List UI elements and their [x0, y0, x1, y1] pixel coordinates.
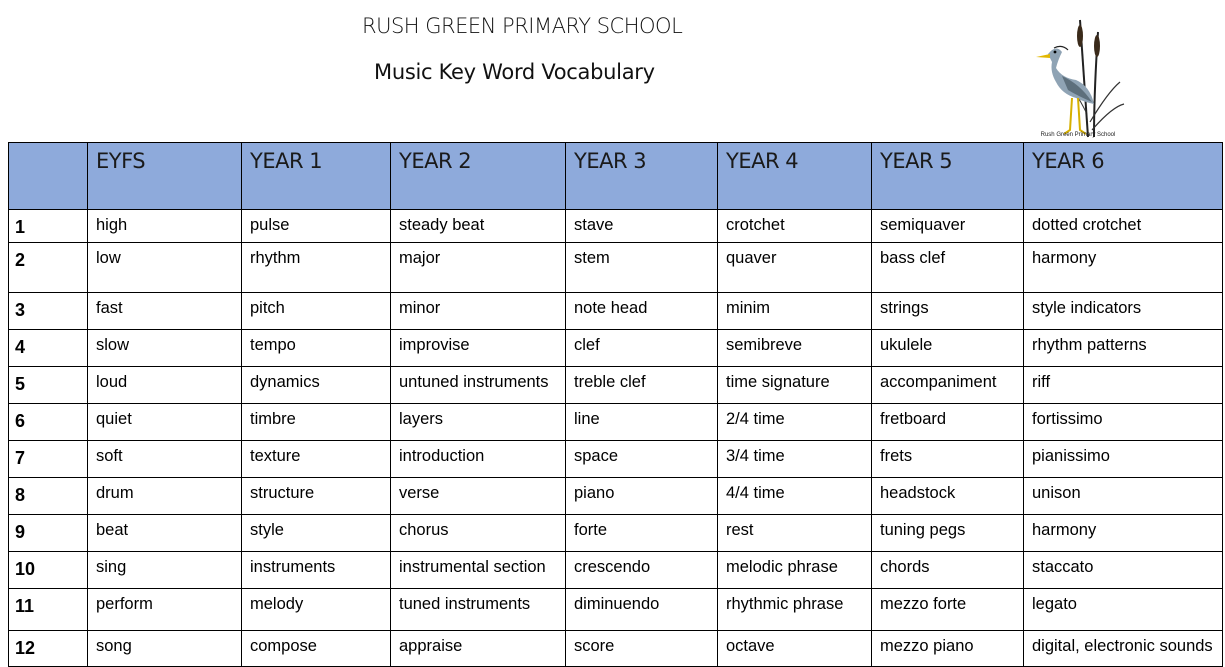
vocab-cell: chorus — [391, 515, 566, 552]
table-row — [9, 589, 1223, 631]
vocab-cell: compose — [242, 631, 391, 667]
vocab-cell: mezzo forte — [872, 589, 1024, 631]
row-number: 2 — [9, 243, 88, 293]
vocab-cell: harmony — [1024, 515, 1223, 552]
vocab-cell: octave — [718, 631, 872, 667]
table-row — [9, 367, 1223, 404]
vocab-cell: 4/4 time — [718, 478, 872, 515]
vocab-cell: slow — [88, 330, 242, 367]
school-name: RUSH GREEN PRIMARY SCHOOL — [362, 14, 683, 38]
vocab-cell: tuning pegs — [872, 515, 1024, 552]
vocab-cell: beat — [88, 515, 242, 552]
vocabulary-table — [8, 142, 1223, 667]
vocab-cell: accompaniment — [872, 367, 1024, 404]
vocab-cell: rhythmic phrase — [718, 589, 872, 631]
document-title: Music Key Word Vocabulary — [374, 60, 655, 84]
vocab-cell: crescendo — [566, 552, 718, 589]
vocab-cell: appraise — [391, 631, 566, 667]
vocab-cell: sing — [88, 552, 242, 589]
row-number: 11 — [9, 589, 88, 631]
vocab-cell: low — [88, 243, 242, 293]
vocab-cell: 3/4 time — [718, 441, 872, 478]
table-row — [9, 478, 1223, 515]
vocab-cell: dynamics — [242, 367, 391, 404]
vocab-cell: timbre — [242, 404, 391, 441]
vocab-cell: legato — [1024, 589, 1223, 631]
vocab-cell: headstock — [872, 478, 1024, 515]
row-number: 5 — [9, 367, 88, 404]
vocab-cell: melody — [242, 589, 391, 631]
vocab-cell: untuned instruments — [391, 367, 566, 404]
table-row — [9, 404, 1223, 441]
vocab-cell: style — [242, 515, 391, 552]
vocab-cell: instrumental section — [391, 552, 566, 589]
vocab-cell: soft — [88, 441, 242, 478]
vocab-cell: verse — [391, 478, 566, 515]
vocab-cell: drum — [88, 478, 242, 515]
vocab-cell: forte — [566, 515, 718, 552]
vocab-cell: pitch — [242, 293, 391, 330]
column-header-number — [9, 143, 88, 210]
vocab-cell: stave — [566, 210, 718, 243]
table-row — [9, 243, 1223, 293]
vocab-cell: chords — [872, 552, 1024, 589]
vocab-cell: major — [391, 243, 566, 293]
vocab-cell: melodic phrase — [718, 552, 872, 589]
row-number: 3 — [9, 293, 88, 330]
vocab-cell: 2/4 time — [718, 404, 872, 441]
row-number: 12 — [9, 631, 88, 667]
table-row — [9, 441, 1223, 478]
column-header-year-2: YEAR 2 — [391, 143, 566, 210]
table-row — [9, 210, 1223, 243]
vocab-cell: loud — [88, 367, 242, 404]
vocab-cell: fast — [88, 293, 242, 330]
vocab-cell: semibreve — [718, 330, 872, 367]
column-header-year-4: YEAR 4 — [718, 143, 872, 210]
vocab-cell: tempo — [242, 330, 391, 367]
vocab-cell: minor — [391, 293, 566, 330]
table-row — [9, 552, 1223, 589]
vocab-cell: texture — [242, 441, 391, 478]
vocab-cell: note head — [566, 293, 718, 330]
vocab-cell: rest — [718, 515, 872, 552]
vocab-cell: quiet — [88, 404, 242, 441]
column-header-year-1: YEAR 1 — [242, 143, 391, 210]
vocab-cell: fretboard — [872, 404, 1024, 441]
row-number: 1 — [9, 210, 88, 243]
row-number: 4 — [9, 330, 88, 367]
vocab-cell: instruments — [242, 552, 391, 589]
vocab-cell: line — [566, 404, 718, 441]
vocab-cell: pianissimo — [1024, 441, 1223, 478]
table-row — [9, 631, 1223, 667]
column-header-eyfs: EYFS — [88, 143, 242, 210]
vocab-cell: structure — [242, 478, 391, 515]
vocab-cell: improvise — [391, 330, 566, 367]
vocab-cell: ukulele — [872, 330, 1024, 367]
vocab-cell: bass clef — [872, 243, 1024, 293]
vocab-cell: perform — [88, 589, 242, 631]
vocab-cell: treble clef — [566, 367, 718, 404]
vocab-cell: riff — [1024, 367, 1223, 404]
vocab-cell: diminuendo — [566, 589, 718, 631]
vocab-cell: steady beat — [391, 210, 566, 243]
vocab-cell: style indicators — [1024, 293, 1223, 330]
vocab-cell: staccato — [1024, 552, 1223, 589]
table-row — [9, 515, 1223, 552]
vocab-cell: fortissimo — [1024, 404, 1223, 441]
logo-caption: Rush Green Primary School — [1040, 132, 1116, 138]
vocab-cell: stem — [566, 243, 718, 293]
vocab-cell: tuned instruments — [391, 589, 566, 631]
vocab-cell: rhythm patterns — [1024, 330, 1223, 367]
vocab-cell: mezzo piano — [872, 631, 1024, 667]
table-header-row — [9, 143, 1223, 210]
column-header-year-3: YEAR 3 — [566, 143, 718, 210]
vocab-cell: minim — [718, 293, 872, 330]
vocab-cell: harmony — [1024, 243, 1223, 293]
table-row — [9, 293, 1223, 330]
vocab-cell: high — [88, 210, 242, 243]
vocab-cell: piano — [566, 478, 718, 515]
vocab-cell: score — [566, 631, 718, 667]
column-header-year-5: YEAR 5 — [872, 143, 1024, 210]
vocab-cell: song — [88, 631, 242, 667]
row-number: 6 — [9, 404, 88, 441]
vocab-cell: rhythm — [242, 243, 391, 293]
row-number: 10 — [9, 552, 88, 589]
column-header-year-6: YEAR 6 — [1024, 143, 1223, 210]
vocab-cell: digital, electronic sounds — [1024, 631, 1223, 667]
row-number: 9 — [9, 515, 88, 552]
vocab-cell: crotchet — [718, 210, 872, 243]
vocab-cell: strings — [872, 293, 1024, 330]
vocab-cell: clef — [566, 330, 718, 367]
vocab-cell: introduction — [391, 441, 566, 478]
vocab-cell: dotted crotchet — [1024, 210, 1223, 243]
vocab-cell: frets — [872, 441, 1024, 478]
vocab-cell: space — [566, 441, 718, 478]
vocab-cell: unison — [1024, 478, 1223, 515]
vocab-cell: semiquaver — [872, 210, 1024, 243]
row-number: 7 — [9, 441, 88, 478]
table-row — [9, 330, 1223, 367]
row-number: 8 — [9, 478, 88, 515]
vocab-cell: pulse — [242, 210, 391, 243]
school-logo-heron-icon — [1028, 12, 1128, 142]
vocab-cell: time signature — [718, 367, 872, 404]
vocab-cell: layers — [391, 404, 566, 441]
vocab-cell: quaver — [718, 243, 872, 293]
